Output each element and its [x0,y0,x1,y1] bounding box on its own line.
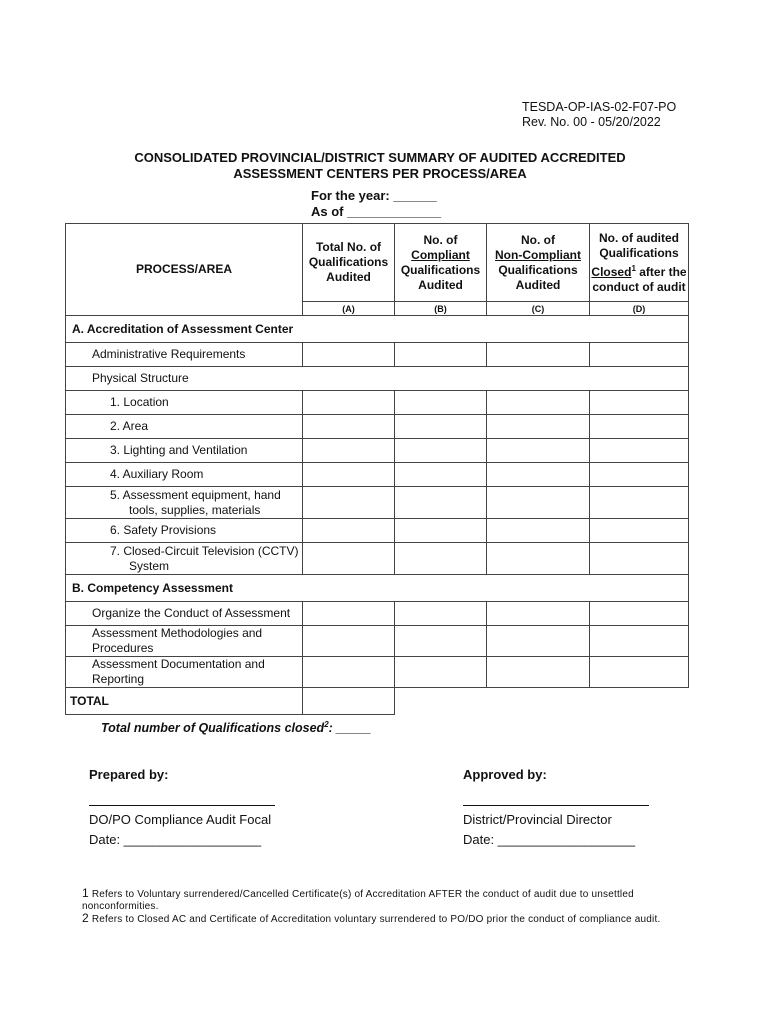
title-line-2: ASSESSMENT CENTERS PER PROCESS/AREA [233,165,527,181]
input-cell[interactable] [303,343,395,367]
input-cell[interactable] [303,487,395,519]
summary-table [65,223,689,715]
total-closed-line: Total number of Qualifications closed$^2$: _____ [101,720,372,736]
col-letter: (C) [487,302,590,316]
input-cell[interactable] [590,415,689,439]
row-label: 7. Closed-Circuit Television (CCTV) System [66,543,303,575]
signature-line[interactable] [463,797,649,806]
period-block [311,188,441,220]
table-row [66,519,689,543]
input-cell[interactable] [395,391,487,415]
row-label: Physical Structure [66,367,689,391]
row-label: Assessment Documentation and Reporting [66,657,303,688]
input-cell[interactable] [395,343,487,367]
col-a-header: Total No. of Qualifications Audited [303,224,395,302]
input-cell[interactable] [487,463,590,487]
col-letter: (D) [590,302,689,316]
input-cell[interactable] [590,343,689,367]
col-b-header: No. of Compliant Qualifications Audited [395,224,487,302]
input-cell[interactable] [590,391,689,415]
input-cell[interactable] [487,487,590,519]
table-row [66,463,689,487]
input-cell[interactable] [590,487,689,519]
table-row [66,343,689,367]
total-row [66,688,689,715]
input-cell[interactable] [487,602,590,626]
input-cell[interactable] [487,543,590,575]
table-row [66,415,689,439]
prepared-role: DO/PO Compliance Audit Focal [89,812,272,827]
footnote-1: 1 Refers to Voluntary surrendered/Cancelled Certificate(s) of Accreditation AFTER the conduct of audit due to unsettled nonconformities. [82,886,634,912]
input-cell[interactable] [303,391,395,415]
input-cell[interactable] [395,439,487,463]
input-cell[interactable] [303,519,395,543]
section-row [66,316,689,343]
form-code: TESDA-OP-IAS-02-F07-PO [522,100,677,114]
row-label: Administrative Requirements [66,343,303,367]
input-cell[interactable] [487,391,590,415]
row-label: 1. Location [66,391,303,415]
input-cell[interactable] [487,519,590,543]
col-letter: (B) [395,302,487,316]
footnote-2: 2 Refers to Closed AC and Certificate of Accreditation voluntary surrendered to PO/DO prior the conduct of compliance audit. [82,911,661,925]
prepared-by-block [89,765,275,850]
input-cell[interactable] [303,626,395,657]
input-cell[interactable] [303,543,395,575]
input-cell[interactable] [303,657,395,688]
table-row [66,626,689,657]
input-cell[interactable] [590,602,689,626]
title-line-1: CONSOLIDATED PROVINCIAL/DISTRICT SUMMARY OF AUDITED ACCREDITED [134,150,626,165]
input-cell[interactable] [303,415,395,439]
approved-by-block [463,765,649,850]
input-cell[interactable] [395,626,487,657]
row-label: 2. Area [66,415,303,439]
section-a-heading: A. Accreditation of Assessment Center [66,316,689,343]
table-row [66,657,689,688]
header-row [66,224,689,302]
table-row [66,543,689,575]
input-cell[interactable] [303,602,395,626]
input-cell[interactable] [395,519,487,543]
section-b-heading: B. Competency Assessment [66,575,689,602]
revision-number: Rev. No. 00 - 05/20/2022 [522,115,661,129]
input-cell[interactable] [487,415,590,439]
row-label: 3. Lighting and Ventilation [66,439,303,463]
input-cell[interactable] [590,626,689,657]
row-label: 5. Assessment equipment, hand tools, supplies, materials [66,487,303,519]
input-cell[interactable] [395,602,487,626]
document-code-block [522,100,676,130]
row-label: 6. Safety Provisions [66,519,303,543]
input-cell[interactable] [487,657,590,688]
as-of-field: As of _____________ [311,204,442,219]
row-label: 4. Auxiliary Room [66,463,303,487]
approved-by-label: Approved by: [463,767,547,782]
approved-role: District/Provincial Director [463,812,612,827]
input-cell[interactable] [590,657,689,688]
col-letter: (A) [303,302,395,316]
col-d-header: No. of audited Qualifications Closed$^1$ after the conduct of audit [590,224,689,302]
input-cell[interactable] [590,543,689,575]
input-cell[interactable] [590,463,689,487]
year-field: For the year: ______ [311,188,437,203]
input-cell[interactable] [395,487,487,519]
input-cell[interactable] [395,463,487,487]
table-row [66,391,689,415]
total-cell[interactable] [303,688,395,715]
table-row [66,367,689,391]
input-cell[interactable] [487,343,590,367]
section-row [66,575,689,602]
table-row [66,439,689,463]
signature-line[interactable] [89,797,275,806]
input-cell[interactable] [395,657,487,688]
table-row [66,602,689,626]
page-title [60,150,700,181]
total-label: TOTAL [66,688,303,715]
prepared-by-label: Prepared by: [89,767,169,782]
input-cell[interactable] [487,626,590,657]
row-label: Assessment Methodologies and Procedures [66,626,303,657]
table-row [66,487,689,519]
input-cell[interactable] [303,439,395,463]
input-cell[interactable] [395,415,487,439]
row-label: Organize the Conduct of Assessment [66,602,303,626]
prepared-date: Date: ___________________ [89,832,262,847]
approved-date: Date: ___________________ [463,832,636,847]
input-cell[interactable] [590,439,689,463]
input-cell[interactable] [303,463,395,487]
input-cell[interactable] [395,543,487,575]
col-c-header: No. of Non-Compliant Qualifications Audited [487,224,590,302]
input-cell[interactable] [590,519,689,543]
process-area-header: PROCESS/AREA [66,224,303,316]
input-cell[interactable] [487,439,590,463]
